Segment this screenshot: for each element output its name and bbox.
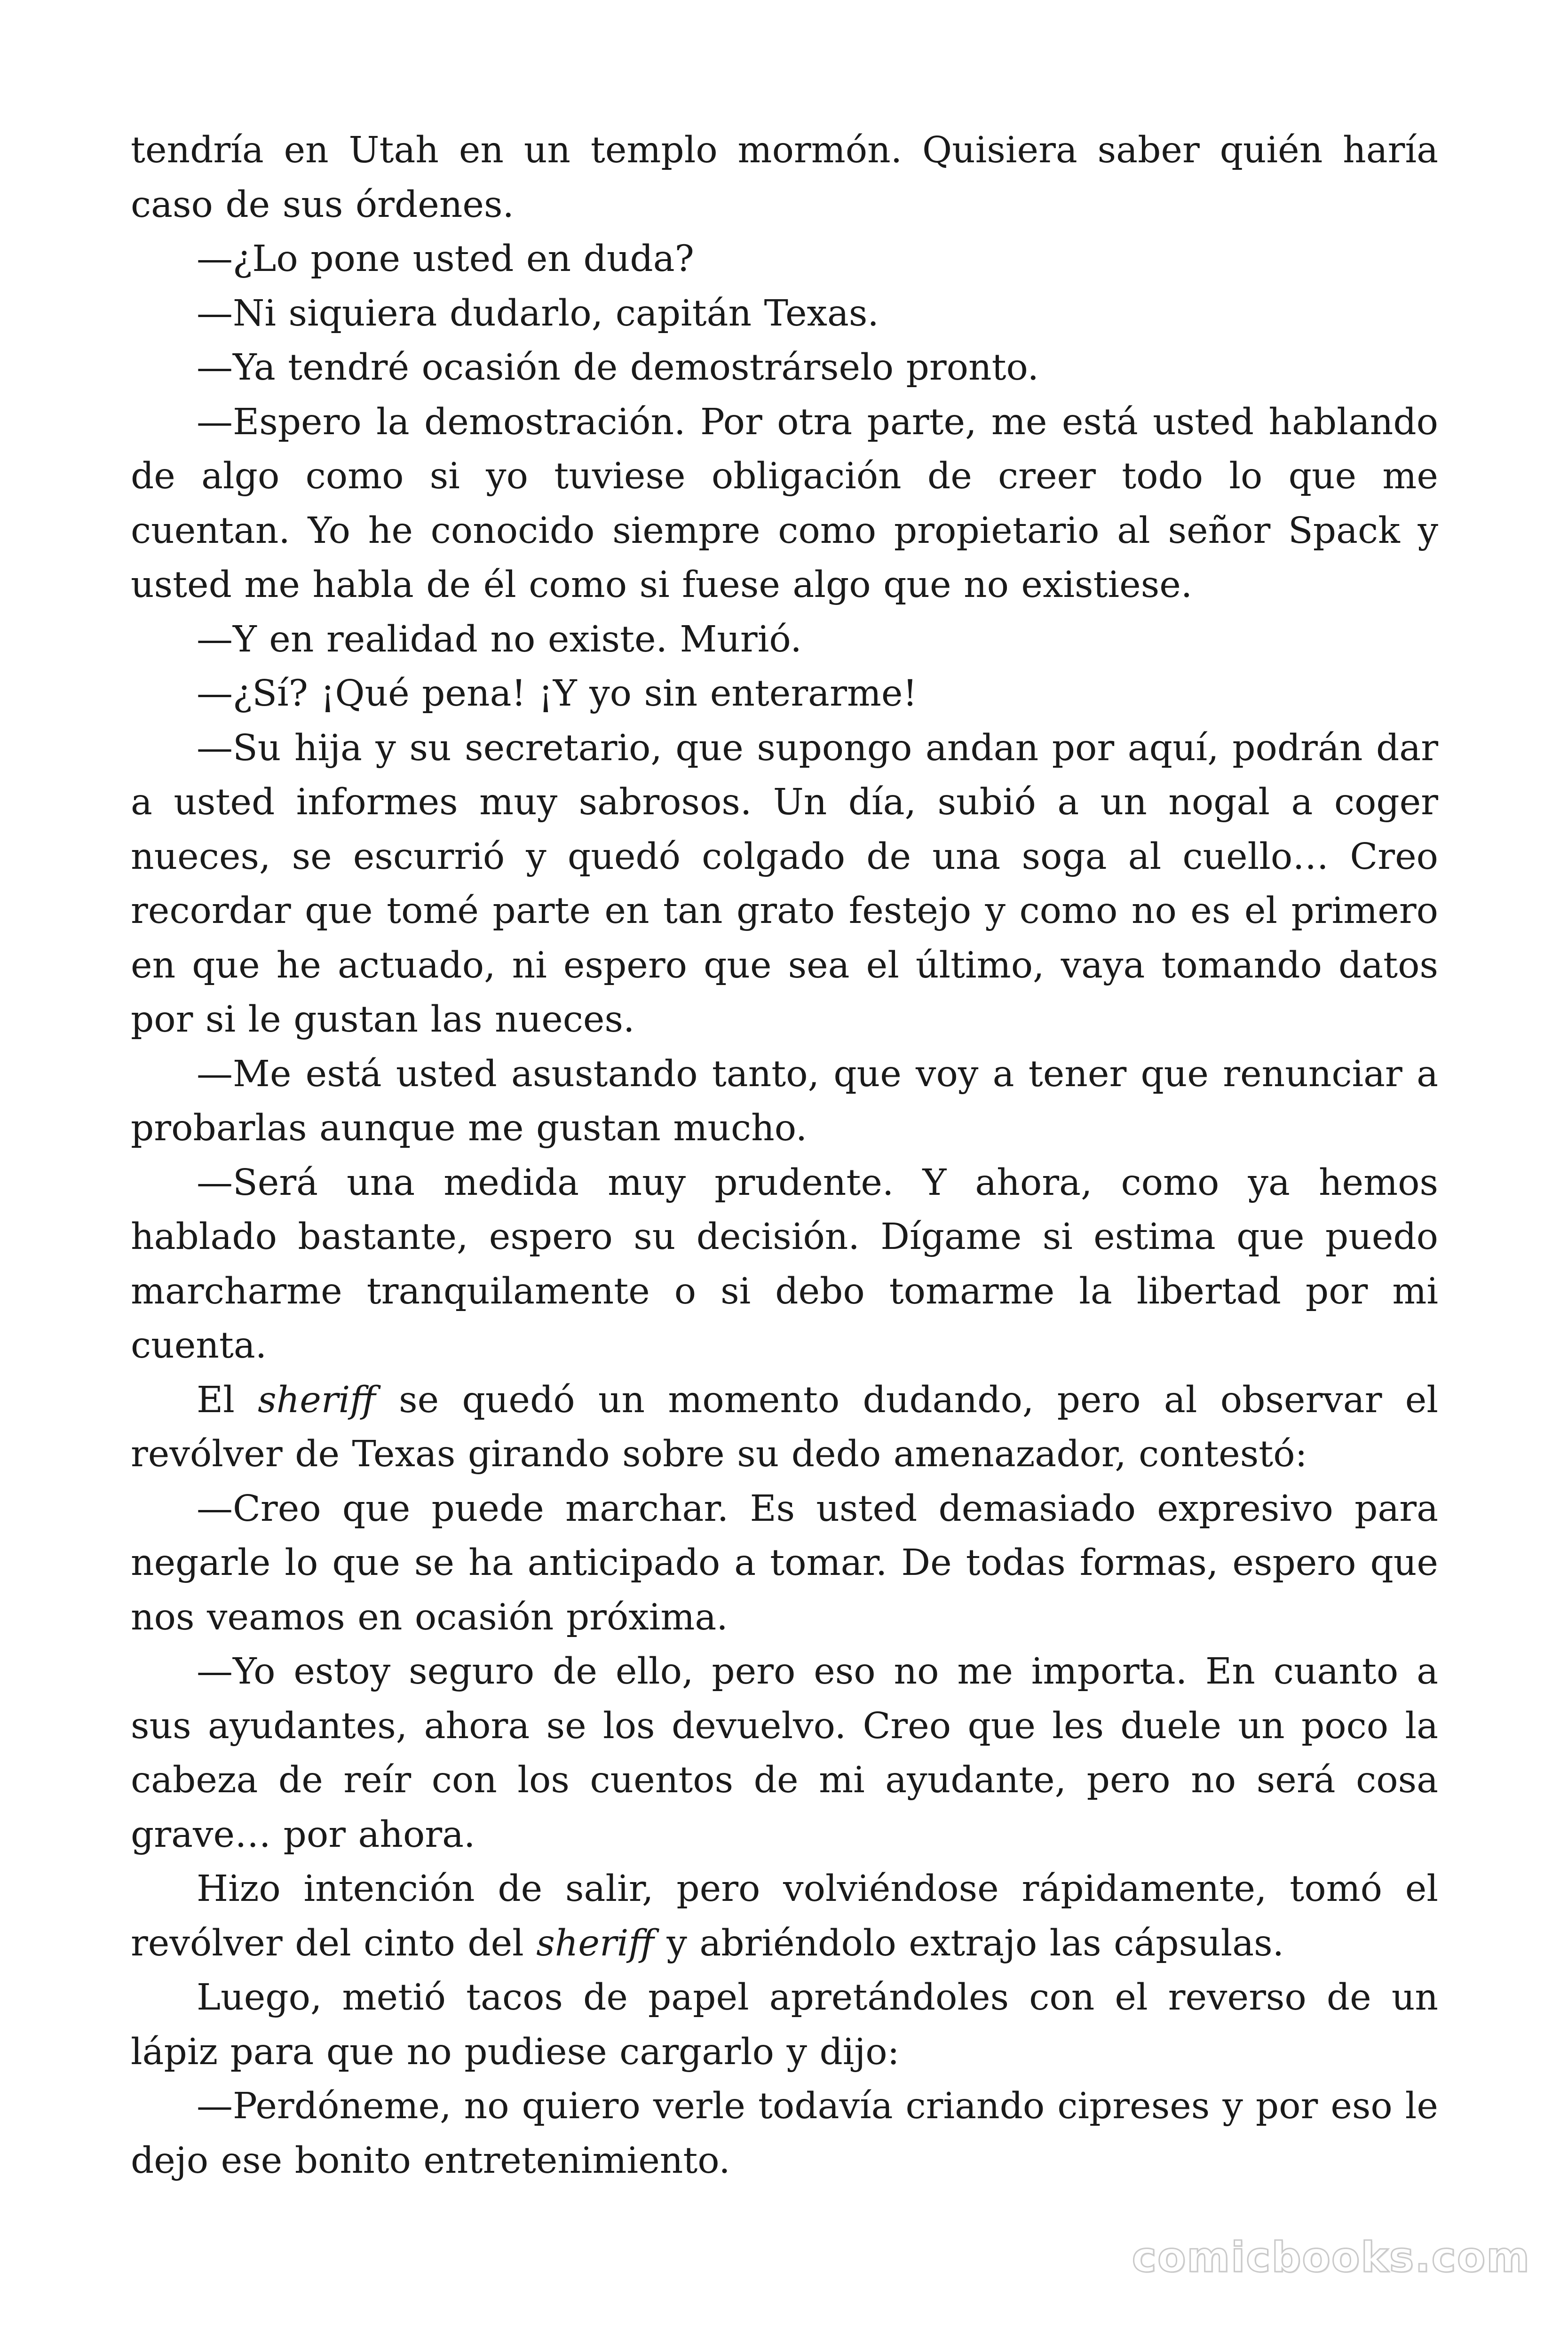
paragraph (131, 1373, 1438, 1482)
text-run: El (197, 1379, 258, 1421)
paragraph (131, 232, 1438, 286)
paragraph (131, 1482, 1438, 1645)
italic-text: sheriff (536, 1922, 654, 1964)
paragraph (131, 286, 1438, 341)
paragraph (131, 1971, 1438, 2079)
paragraph (131, 1156, 1438, 1373)
paragraph (131, 612, 1438, 667)
text-run: —Y en realidad no existe. Murió. (197, 618, 802, 660)
text-run: —Yo estoy seguro de ello, pero eso no me importa. En cuanto a sus ayudantes, ahora se los devuelvo. Creo que les duele un poco la cabeza de reír con los cuentos de mi ayudante, pero no será cosa grave… por ahora. (131, 1651, 1438, 1856)
text-run: —Creo que puede marchar. Es usted demasiado expresivo para negarle lo que se ha anticipado a tomar. De todas formas, espero que nos veamos en ocasión próxima. (131, 1487, 1438, 1638)
body-text (131, 123, 1438, 2188)
paragraph (131, 667, 1438, 721)
text-run: —¿Sí? ¡Qué pena! ¡Y yo sin enterarme! (197, 673, 918, 715)
paragraph (131, 721, 1438, 1047)
text-run: —Espero la demostración. Por otra parte, me está usted hablando de algo como si yo tuviese obligación de creer todo lo que me cuentan. Yo he conocido siempre como propietario al señor Spack y usted me habla de él como si fuese algo que no existiese. (131, 401, 1438, 606)
text-run: —Perdóneme, no quiero verle todavía criando cipreses y por eso le dejo ese bonito entretenimiento. (131, 2085, 1438, 2182)
text-run: —Su hija y su secretario, que supongo andan por aquí, podrán dar a usted informes muy sabrosos. Un día, subió a un nogal a coger nueces, se escurrió y quedó colgado de una soga al cuello… Creo recordar que tomé parte en tan grato festejo y como no es el primero en que he actuado, ni espero que sea el último, vaya tomando datos por si le gustan las nueces. (131, 727, 1438, 1041)
text-run: se quedó un momento dudando, pero al observar el revólver de Texas girando sobre su dedo amenazador, contestó: (131, 1379, 1438, 1475)
paragraph (131, 1862, 1438, 1971)
text-run: y abriéndolo extrajo las cápsulas. (654, 1922, 1284, 1964)
italic-text: sheriff (258, 1379, 376, 1421)
text-run: Hizo intención de salir, pero volviéndose rápidamente, tomó el revólver del cinto del (131, 1868, 1438, 1964)
paragraph (131, 1047, 1438, 1156)
text-run: tendría en Utah en un templo mormón. Quisiera saber quién haría caso de sus órdenes. (131, 129, 1438, 226)
text-run: —Me está usted asustando tanto, que voy a tener que renunciar a probarlas aunque me gustan mucho. (131, 1053, 1438, 1149)
text-run: —Será una medida muy prudente. Y ahora, como ya hemos hablado bastante, espero su decisión. Dígame si estima que puedo marcharme tranquilamente o si debo tomarme la libertad por mi cuenta. (131, 1161, 1438, 1367)
text-run: —Ya tendré ocasión de demostrárselo pronto. (197, 347, 1039, 389)
paragraph (131, 341, 1438, 395)
paragraph (131, 123, 1438, 232)
watermark: comicbooks.com (1132, 2233, 1530, 2281)
text-run: —¿Lo pone usted en duda? (197, 238, 694, 280)
paragraph (131, 1645, 1438, 1862)
text-run: Luego, metió tacos de papel apretándoles con el reverso de un lápiz para que no pudiese cargarlo y dijo: (131, 1977, 1438, 2073)
text-run: —Ni siquiera dudarlo, capitán Texas. (197, 292, 879, 334)
paragraph (131, 2079, 1438, 2188)
paragraph (131, 395, 1438, 612)
